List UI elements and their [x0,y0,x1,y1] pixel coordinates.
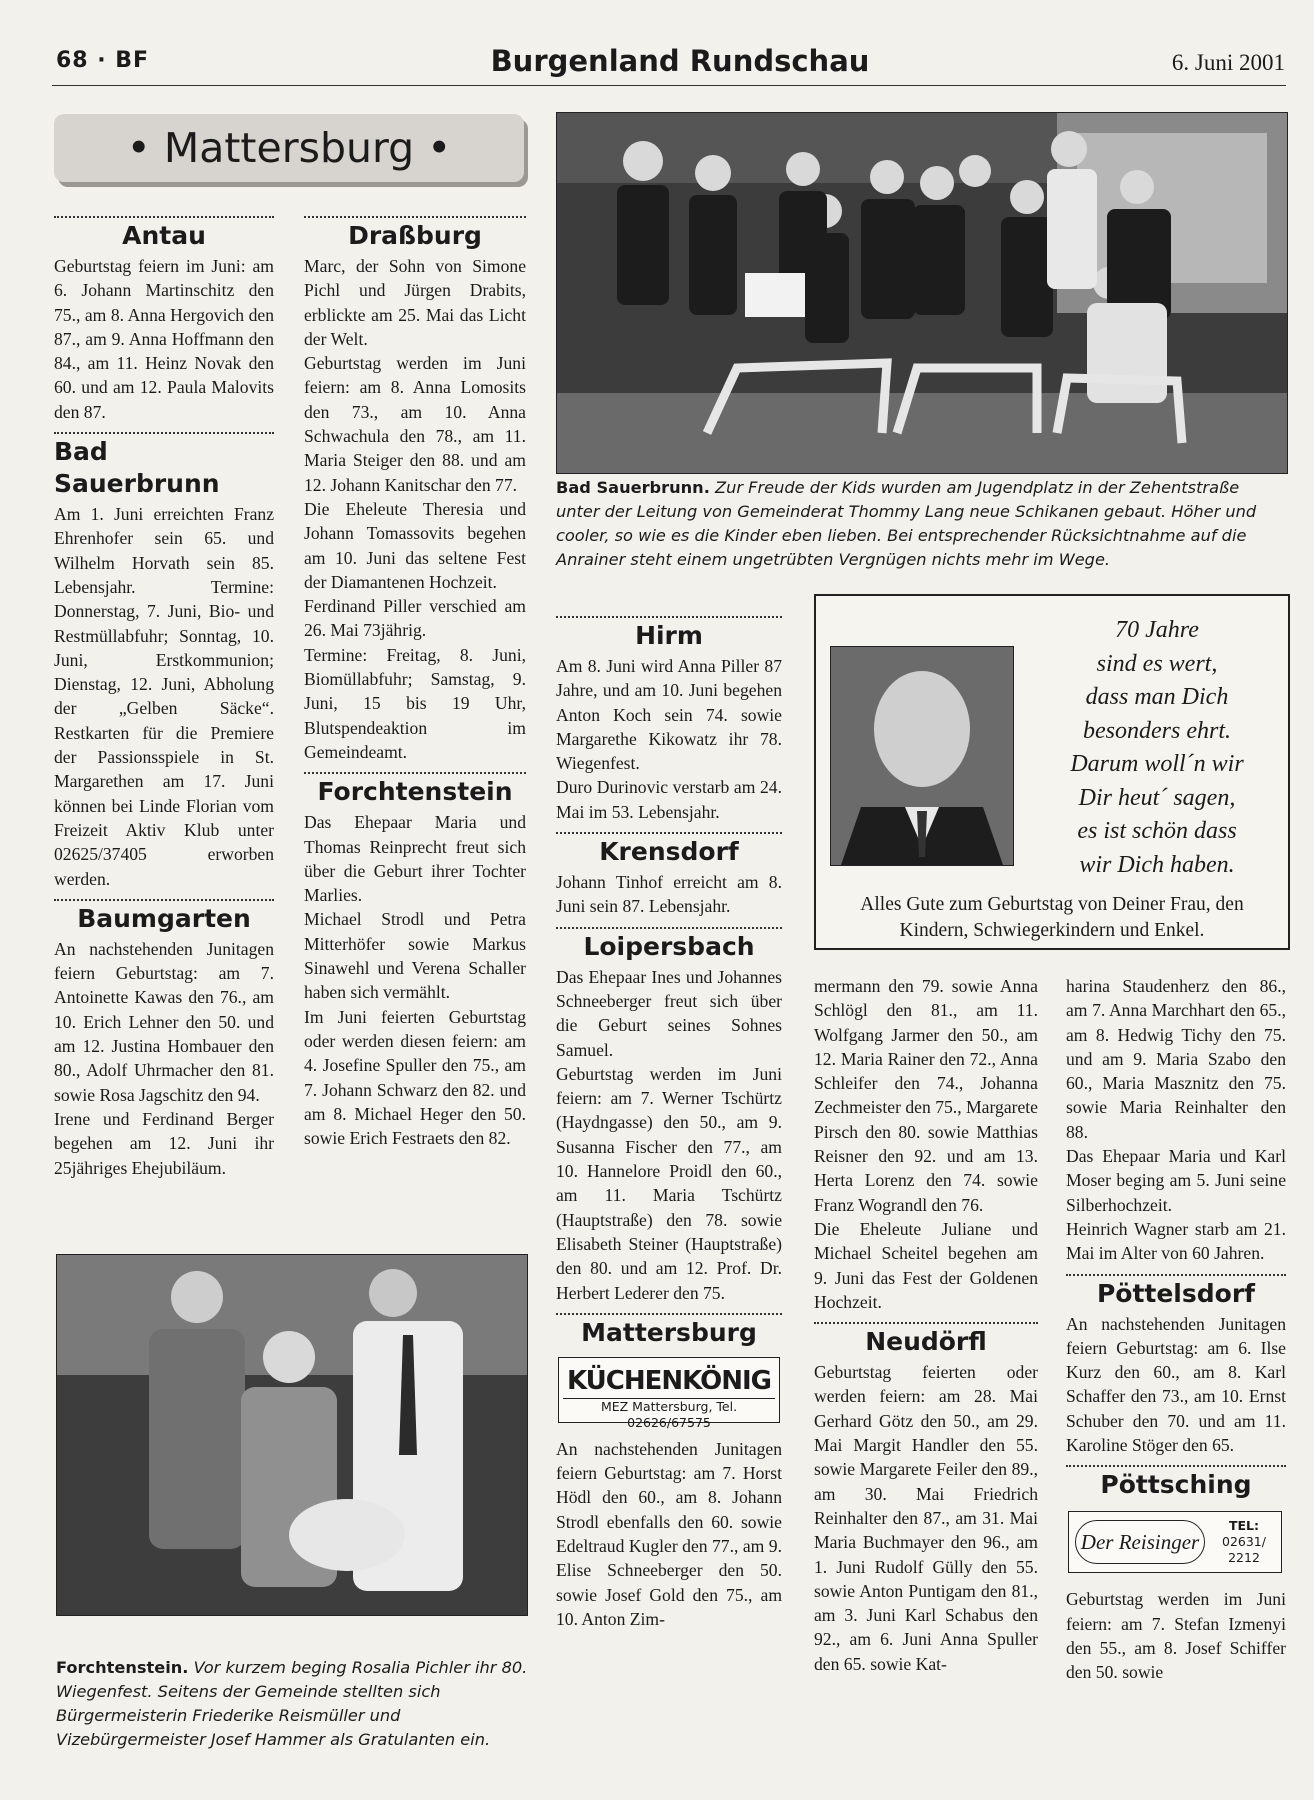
poem-line: es ist schön dass [1077,818,1237,844]
column-5 [1066,974,1286,1685]
article-baumgarten-2: Irene und Ferdinand Berger begehen am 12. Juni ihr 25jähriges Ehejubiläum. [54,1108,274,1178]
photo-forchtenstein [56,1254,528,1616]
article-moser: Das Ehepaar Maria und Karl Moser beging am 5. Juni seine Silberhochzeit. [1066,1146,1286,1215]
article-forchtenstein-3: Im Juni feierten Geburtstag oder werden diesen feiern: am 4. Josefine Spuller den 75., am 7. Johann Schwarz den 82. und am 8. Michael Heger den 50. sowie Erich Festraets den 82. [304,1006,526,1149]
heading-loipersbach: Loipersbach [583,931,755,961]
article-loipersbach: Das Ehepaar Ines und Johannes Schneeberger freut sich über die Geburt seines Sohnes Samuel. [556,966,782,1060]
heading-baumgarten: Baumgarten [77,903,251,933]
issue-date: 6. Juni 2001 [1171,50,1285,75]
article-hirm: Am 8. Juni wird Anna Piller 87 Jahre, und am 10. Juni begehen Anton Koch sein 74. sowie Margarethe Kikowatz ihr 78. Wiegenfest. [556,656,782,774]
greeting-poem [1034,614,1280,882]
article-hirm-2: Duro Durinovic verstarb am 24. Mai im 53. Lebensjahr. [556,777,782,822]
article-neudoerfl: Geburtstag feierten oder werden feiern: am 28. Mai Gerhard Götz den 50., am 29. Mai Margit Handler den 55. sowie Margarete Feiler den 89., am 30. Mai Friedrich Reinhalter den 87., am 31. Mai Maria Buchmayer den 96., am 1. Juni Rudolf Gülly den 55. sowie Anton Puntigam den 81., am 3. Juni Karl Schabus den 92., am 6. Juni Anna Spuller den 65. sowie Kat- [814,1362,1038,1674]
heading-bad-sauerbrunn: Bad Sauerbrunn [54,437,220,499]
article-antau: Geburtstag feiern im Juni: am 6. Johann Martinschitz den 75., am 8. Anna Hergovich den 87., am 9. Anna Hoffmann den 84., am 11. Heinz Novak den 60. und am 12. Paula Malovits den 87. [54,256,274,422]
heading-poettelsdorf: Pöttelsdorf [1096,1278,1256,1308]
heading-neudoerfl: Neudörfl [865,1327,987,1357]
article-continued-2: harina Staudenherz den 86., am 7. Anna Marchhart den 65., am 8. Hedwig Tichy den 75. und am 9. Maria Szabo den 60., Maria Masznitz den 75. sowie Maria Reinhalter den 88. [1066,976,1286,1142]
article-loipersbach-2: Geburtstag werden im Juni feiern: am 7. Werner Tschürtz (Haydngasse) den 50., am 9. Susanna Fischer den 77., am 10. Hannelore Proidl den 60., am 11. Maria Tschürtz (Hauptstraße) den 78. sowie Elisabeth Steiner (Hauptstraße) den 80. und am 12. Prof. Dr. Herbert Lederer den 75. [556,1063,782,1303]
dotted-separator [556,927,782,929]
article-forchtenstein-2: Michael Strodl und Petra Mitterhöfer sowie Markus Sinawehl und Verena Schaller haben sich vermählt. [304,909,526,1003]
dotted-separator [556,616,782,618]
column-1 [54,208,274,1180]
poem-line: 70 Jahre [1115,617,1199,643]
ad-reisinger [1068,1511,1282,1573]
page-number: 68 · BF [56,48,150,73]
birthday-greeting-box [814,594,1290,950]
dotted-separator [1066,1465,1286,1467]
dotted-separator [54,216,274,218]
heading-drassburg: Draßburg [348,221,482,250]
dotted-separator [814,1322,1038,1324]
poem-line: Dir heut´ sagen, [1078,784,1236,811]
heading-forchtenstein: Forchtenstein [317,777,513,807]
article-poettelsdorf: An nachstehenden Junitagen feiern Geburtstag: am 6. Ilse Kurz den 60., am 8. Karl Schaffer den 73., am 10. Ernst Schuber den 70. und am 11. Karoline Stöger den 65. [1066,1313,1286,1456]
article-drassburg-5: Termine: Freitag, 8. Juni, Biomüllabfuhr; Samstag, 9. Juni, 15 bis 19 Uhr, Blutspendeaktion im Gemeindeamt. [304,644,526,762]
photo-kids-skatepark [556,112,1288,474]
caption-bad-sauerbrunn [556,476,1286,572]
poem-line: Darum woll´n wir [1070,751,1244,777]
heading-hirm: Hirm [635,621,703,650]
ad-kuechenkoenig-sub: MEZ Mattersburg, Tel. 02626/67575 [563,1398,775,1431]
poem-line: sind es wert, [1096,650,1218,677]
portrait-illustration [831,647,1013,865]
article-drassburg-4: Ferdinand Piller verschied am 26. Mai 73jährig. [304,596,526,641]
photo-kids-illustration [557,113,1287,473]
dotted-separator [556,1313,782,1315]
caption-text: Vor kurzem beging Rosalia Pichler ihr 80. Wiegenfest. Seitens der Gemeinde stellten sich Bürgermeisterin Friederike Reismüller und Vizebürgermeister Josef Hammer als Gratulanten ein. [56,1658,528,1749]
heading-antau: Antau [122,221,206,250]
greeting-wish: Alles Gute zum Geburtstag von Deiner Frau, den Kindern, Schwiegerkindern und Enkel. [860,894,1244,941]
article-drassburg-2: Geburtstag werden im Juni feiern: am 8. Anna Lomosits den 73., am 10. Anna Schwachula den 78., am 11. Maria Steiger den 88. und am 12. Johann Kanitschar den 77. [304,353,526,495]
caption-place: Forchtenstein. [56,1658,189,1677]
ad-reisinger-tel-label: TEL: [1228,1518,1260,1534]
column-3 [556,608,782,1631]
dotted-separator [54,899,274,901]
article-scheitel: Die Eheleute Juliane und Michael Scheitel begehen am 9. Juni das Fest der Goldenen Hochzeit. [814,1218,1038,1312]
article-krensdorf: Johann Tinhof erreicht am 8. Juni sein 87. Lebensjahr. [556,872,782,917]
article-baumgarten: An nachstehenden Junitagen feiern Geburtstag: am 7. Antoinette Kawas den 76., am 10. Erich Lehner den 50. und am 12. Justina Hombauer den 80., Adolf Uhrmacher den 81. sowie Rosa Jagschitz den 94. [54,938,274,1105]
article-poettsching: Geburtstag werden im Juni feiern: am 7. Stefan Izmenyi den 55., am 8. Josef Schiffer den 50. sowie [1066,1589,1286,1683]
dotted-separator [1066,1274,1286,1276]
article-drassburg: Marc, der Sohn von Simone Pichl und Jürgen Drabits, erblickte am 25. Mai das Licht der Welt. [304,256,526,349]
dotted-separator [304,772,526,774]
caption-place: Bad Sauerbrunn. [556,478,710,497]
dotted-separator [556,832,782,834]
section-banner: • Mattersburg • [54,114,524,182]
article-drassburg-3: Die Eheleute Theresia und Johann Tomassovits begehen am 10. Juni das seltene Fest der Diamantenen Hochzeit. [304,498,526,592]
poem-line: dass man Dich [1085,684,1229,710]
caption-text: Zur Freude der Kids wurden am Jugendplatz in der Zehentstraße unter der Leitung von Gemeinderat Thommy Lang neue Schikanen gebaut. Höher und cooler, so wie es die Kinder eben lieben. Bei entsprechender Rücksichtnahme auf die Anrainer steht einem ungetrübten Vergnügen nichts mehr im Wege. [556,478,1257,569]
publication-title: Burgenland Rundschau [490,44,870,78]
ad-reisinger-logo: Der Reisinger [1075,1520,1205,1564]
portrait-photo [830,646,1014,866]
ad-kuechenkoenig-name: KÜCHENKÖNIG [566,1365,772,1396]
article-forchtenstein: Das Ehepaar Maria und Thomas Reinprecht freut sich über die Geburt ihrer Tochter Marlies. [304,812,526,906]
column-2 [304,208,526,1150]
article-continued: mermann den 79. sowie Anna Schlögl den 81., am 11. Wolfgang Jarmer den 50., am 12. Maria Rainer den 72., Anna Schleifer den 74., Johanna Zechmeister den 75., Margarete Pirsch den 80. sowie Matthias Reisner den 92. und am 13. Herta Lorenz den 74. sowie Franz Wograndl den 76. [814,976,1038,1215]
heading-mattersburg: Mattersburg [581,1317,757,1347]
article-bad-sauerbrunn: Am 1. Juni erreichten Franz Ehrenhofer sein 65. und Wilhelm Horvath sein 85. Lebensjahr. Termine: Donnerstag, 7. Juni, Bio- und Restmüllabfuhr; Sonntag, 10. Juni, Erstkommunion; Dienstag, 12. Juni, Abholung der „Gelben Säcke“. Restkarten für die Premiere der Passionsspiele in St. Margarethen am 17. Juni können bei Linde Florian vom Freizeit Aktiv Klub unter 02625/37405 erworben werden. [54,504,274,889]
article-mattersburg: An nachstehenden Junitagen feiern Geburtstag: am 7. Horst Hödl den 60., am 8. Johann Strodl ebenfalls den 60. sowie Edeltraud Kugler den 77., am 9. Elise Schneeberger den 50. sowie Josef Gold den 75., am 10. Anton Zim- [556,1438,782,1629]
dotted-separator [304,216,526,218]
poem-line: besonders ehrt. [1083,717,1231,744]
poem-line: wir Dich haben. [1079,851,1235,878]
column-4 [814,974,1038,1676]
ad-reisinger-tel: 02631/ 2212 [1222,1534,1266,1566]
header-rule [52,85,1286,86]
heading-poettsching: Pöttsching [1100,1470,1252,1500]
dotted-separator [54,432,274,434]
article-wagner: Heinrich Wagner starb am 21. Mai im Alter von 60 Jahren. [1066,1218,1286,1264]
photo-forchtenstein-illustration [57,1255,527,1615]
caption-forchtenstein [56,1656,530,1752]
heading-krensdorf: Krensdorf [599,837,739,867]
ad-kuechenkoenig [558,1357,780,1430]
